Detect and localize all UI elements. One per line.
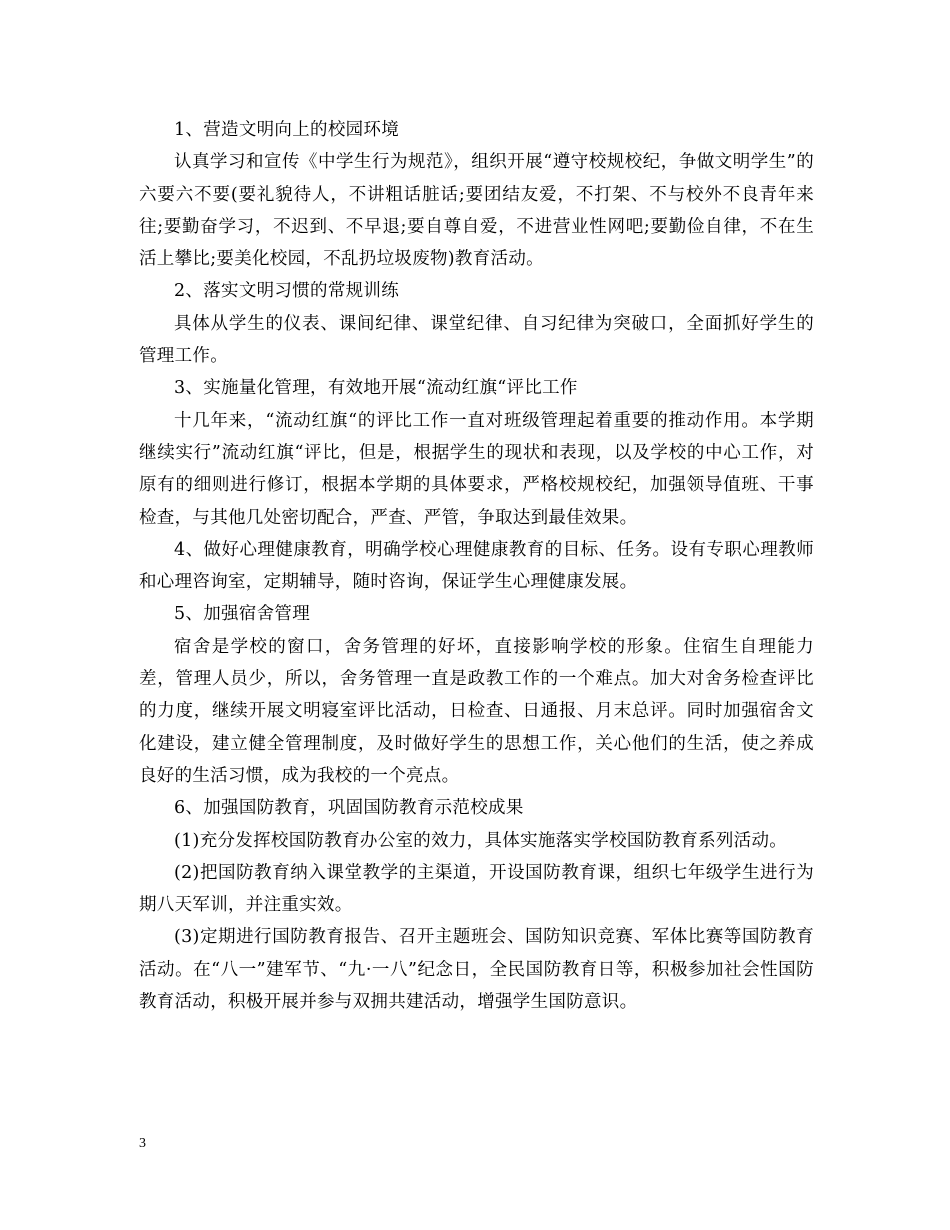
paragraph-red-flag-evaluation: 十几年来，“流动红旗“的评比工作一直对班级管理起着重要的推动作用。本学期继续实行”流动红旗“评比，但是，根据学生的现状和表现，以及学校的中心工作，对原有的细则进行修订，根据本学期的具体要求，严格校规校纪，加强领导值班、干事检查，与其他几处密切配合，严查、严管，争取达到最佳效果。 <box>139 410 814 528</box>
paragraph-defense-item-1: (1)充分发挥校国防教育办公室的效力，具体实施落实学校国防教育系列活动。 <box>174 830 788 851</box>
document-body <box>139 114 814 1018</box>
page-number: 3 <box>139 1136 146 1151</box>
heading-quantified-management: 3、实施量化管理，有效地开展“流动红旗“评比工作 <box>174 378 578 399</box>
paragraph-defense-item-3: (3)定期进行国防教育报告、召开主题班会、国防知识竞赛、军体比赛等国防教育活动。在“八一”建军节、“九·一八”纪念日，全民国防教育日等，积极参加社会性国防教育活动，积极开展并参与双拥共建活动，增强学生国防意识。 <box>139 927 814 1013</box>
paragraph-mental-health: 4、做好心理健康教育，明确学校心理健康教育的目标、任务。设有专职心理教师和心理咨询室，定期辅导，随时咨询，保证学生心理健康发展。 <box>139 539 814 593</box>
paragraph-defense-item-2: (2)把国防教育纳入课堂教学的主渠道，开设国防教育课，组织七年级学生进行为期八天军训，并注重实效。 <box>139 862 814 916</box>
paragraph-code-of-conduct: 认真学习和宣传《中学生行为规范》，组织开展“遵守校规校纪，争做文明学生”的六要六不要(要礼貌待人，不讲粗话脏话;要团结友爱，不打架、不与校外不良青年来往;要勤奋学习，不迟到、不早退;要自尊自爱，不进营业性网吧;要勤俭自律，不在生活上攀比;要美化校园，不乱扔垃圾废物)教育活动。 <box>139 152 814 270</box>
paragraph-dormitory-management: 宿舍是学校的窗口，舍务管理的好坏，直接影响学校的形象。住宿生自理能力差，管理人员少，所以，舍务管理一直是政教工作的一个难点。加大对舍务检查评比的力度，继续开展文明寝室评比活动，日检查、日通报、月末总评。同时加强宿舍文化建设，建立健全管理制度，及时做好学生的思想工作，关心他们的生活，使之养成良好的生活习惯，成为我校的一个亮点。 <box>139 636 814 786</box>
heading-dormitory-management: 5、加强宿舍管理 <box>174 604 311 625</box>
heading-habit-training: 2、落实文明习惯的常规训练 <box>174 281 400 302</box>
heading-campus-environment: 1、营造文明向上的校园环境 <box>174 120 400 140</box>
paragraph-habit-training: 具体从学生的仪表、课间纪律、课堂纪律、自习纪律为突破口，全面抓好学生的管理工作。 <box>139 313 814 367</box>
heading-national-defense: 6、加强国防教育，巩固国防教育示范校成果 <box>174 798 524 819</box>
